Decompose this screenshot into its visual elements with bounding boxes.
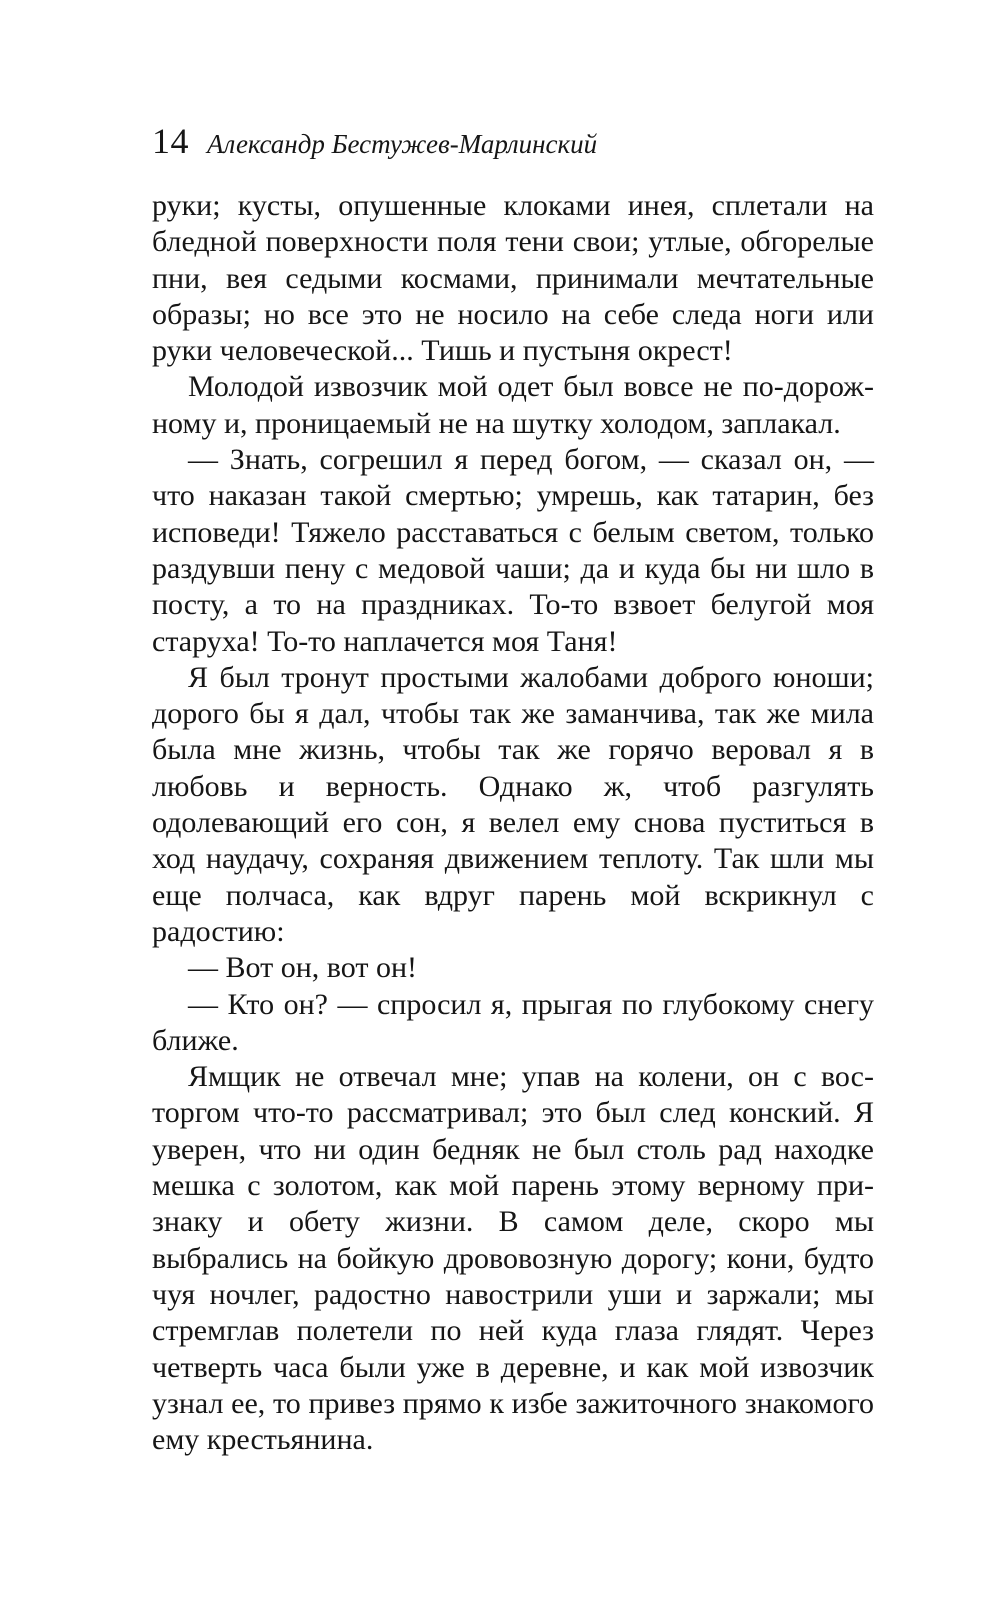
paragraph: Ямщик не отвечал мне; упав на колени, он с восторгом что-то рассматривал; это был след конский. Я уверен, что ни один бедняк не был столь рад находке мешка с золотом, как мой парень этому верному признаку и обету жизни. В самом деле, скоро мы выбрались на бойкую дрововозную дорогу; кони, будто чуя ночлег, радостно навострили уши и заржали; мы стремглав полетели по ней куда глаза глядят. Через четверть часа были уже в деревне, и как мой извозчик узнал ее, то привез прямо к избе зажиточного знакомого ему крестьянина. xyxy=(152,1060,874,1457)
body-text xyxy=(152,188,874,1458)
page-number: 14 xyxy=(152,121,189,161)
running-head-author: Александр Бестужев-Марлинский xyxy=(207,129,598,159)
paragraph-dialogue: — Знать, согрешил я перед богом, — сказал он, — что наказан такой смертью; умрешь, как татарин, без исповеди! Тяжело расставаться с белым светом, только раздувши пену с медовой чаши; да и куда бы ни шло в посту, а то на праздниках. То-то взвоет белугой моя старуха! То-то наплачется моя Таня! xyxy=(152,443,874,658)
paragraph-dialogue: — Кто он? — спросил я, прыгая по глубокому снегу ближе. xyxy=(152,987,874,1057)
paragraph-dialogue: — Вот он, вот он! xyxy=(188,951,417,985)
paragraph: Я был тронут простыми жалобами доброго юноши; дорого бы я дал, чтобы так же заманчива, так же мила была мне жизнь, чтобы так же горячо веровал я в любовь и верность. Однако ж, чтоб разгулять одолевающий его сон, я велел ему снова пуститься в ход наудачу, сохраняя движением теплоту. Так шли мы еще полчаса, как вдруг парень мой вскрикнул с радостию: xyxy=(152,660,874,948)
paragraph-continuation: руки; кусты, опушенные клоками инея, сплетали на бледной поверхности поля тени свои; утлые, обгорелые пни, вея седыми космами, принимали мечтательные образы; но все это не носило на себе следа ноги или руки человеческой... Тишь и пустыня окрест! xyxy=(152,189,874,368)
running-head xyxy=(152,120,874,176)
paragraph: Молодой извозчик мой одет был вовсе не по-дорожному и, проницаемый не на шутку холодом, заплакал. xyxy=(152,370,874,440)
book-page xyxy=(152,120,874,1458)
